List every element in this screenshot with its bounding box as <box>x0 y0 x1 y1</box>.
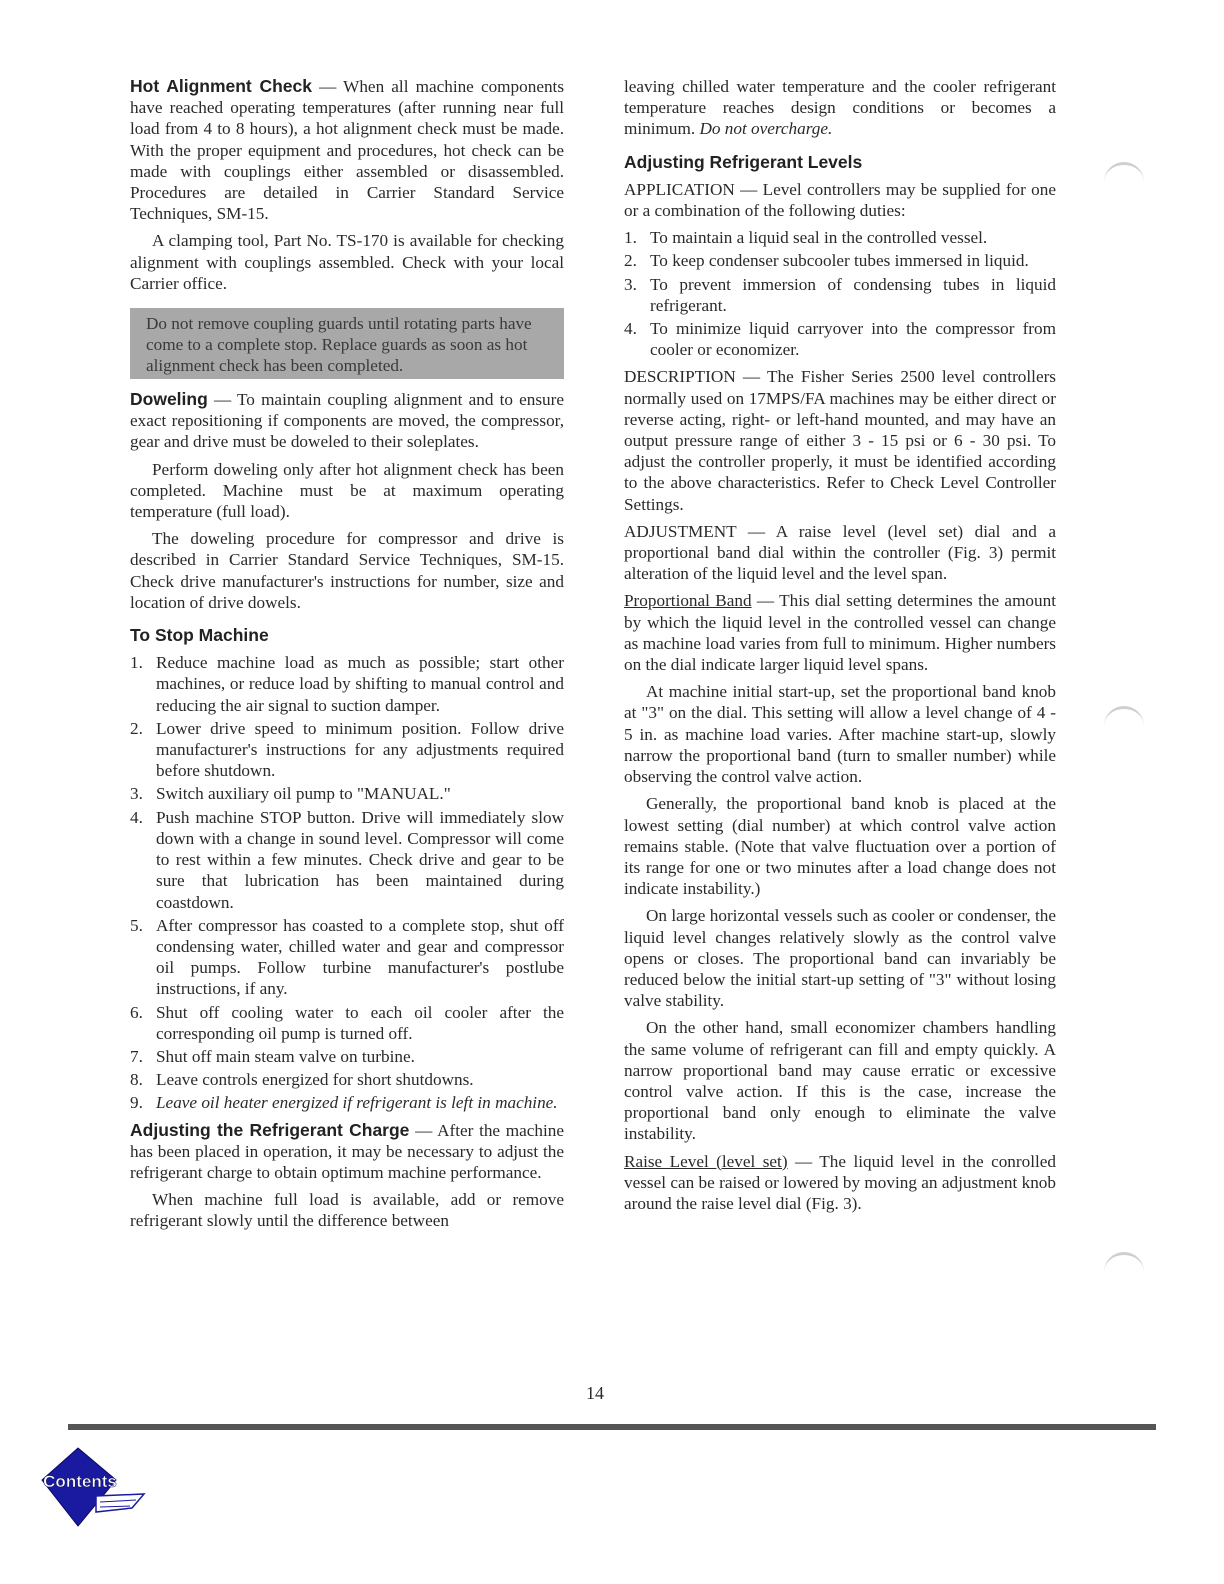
raise-level-paragraph: Raise Level (level set) — The liquid level in the conrolled vessel can be raised or lowered by moving an adjustment knob around the raise level dial (Fig. 3). <box>624 1151 1056 1213</box>
list-item: 2. To keep condenser subcooler tubes immersed in liquid. <box>624 251 1029 271</box>
left-column <box>130 76 564 1238</box>
list-item: 3. Switch auxiliary oil pump to "MANUAL." <box>130 784 451 804</box>
right-column <box>624 76 1056 1220</box>
list-item: 4. Push machine STOP button. Drive will immediately slow down with a change in sound level. Compressor will come to rest within a few minutes. Check drive and gear to be sure that lubrication has been maintained during coastdown. <box>130 807 564 912</box>
doweling-heading: Doweling <box>130 389 208 410</box>
list-item: 3. To prevent immersion of condensing tubes in liquid refrigerant. <box>624 274 1056 315</box>
application-list <box>624 227 1056 360</box>
adjustment-paragraph: ADJUSTMENT — A raise level (level set) dial and a proportional band dial within the controller (Fig. 3) permit alteration of the liquid level and the level span. <box>624 521 1056 584</box>
list-item: 4. To minimize liquid carryover into the compressor from cooler or economizer. <box>624 319 1056 360</box>
page-number: 14 <box>586 1383 604 1403</box>
contents-label: Contents <box>43 1472 117 1491</box>
pb-paragraph-2: At machine initial start-up, set the proportional band knob at "3" on the dial. This setting will allow a level change of 4 - 5 in. as machine load varies. After machine start-up, slowly narrow the proportional band (turn to smaller number) while observing the control valve action. <box>624 682 1056 787</box>
list-item: 1. Reduce machine load as much as possible; start other machines, or reduce load by shifting to manual control and reducing the air signal to suction damper. <box>130 653 564 715</box>
contents-link[interactable] <box>40 1446 150 1536</box>
list-item: 6. Shut off cooling water to each oil cooler after the corresponding oil pump is turned off. <box>130 1002 564 1043</box>
list-item: 2. Lower drive speed to minimum position. Follow drive manufacturer's instructions for any adjustments required before shutdown. <box>130 718 564 781</box>
charge-paragraph-2: When machine full load is available, add or remove refrigerant slowly until the difference between <box>130 1190 564 1231</box>
binder-tab-icon <box>1104 162 1144 195</box>
list-item: 7. Shut off main steam valve on turbine. <box>130 1046 415 1066</box>
charge-paragraph: Adjusting the Refrigerant Charge — After the machine has been placed in operation, it may be necessary to adjust the refrigerant charge to obtain optimum machine performance. <box>130 1119 564 1182</box>
levels-heading: Adjusting Refrigerant Levels <box>624 151 863 172</box>
binder-tab-icon <box>1104 1252 1144 1285</box>
warning-box: Do not remove coupling guards until rotating parts have come to a complete stop. Replace guards as soon as hot alignment check has been completed. <box>130 308 564 379</box>
proportional-band-paragraph: Proportional Band — This dial setting determines the amount by which the liquid level in the controlled vessel can change as machine load varies from full to minimum. Higher numbers on the dial indicate larger liquid level spans. <box>624 591 1056 675</box>
binder-tab-icon <box>1104 706 1144 739</box>
pb-paragraph-5: On the other hand, small economizer chambers handling the same volume of refrigerant can fill and empty quickly. A narrow proportional band may cause erratic or excessive control valve action. If this is the case, increase the proportional band only enough to eliminate the valve instability. <box>624 1018 1056 1144</box>
pb-paragraph-4: On large horizontal vessels such as cooler or condenser, the liquid level changes relatively slowly as the control valve opens or closes. The proportional band can invariably be reduced below the initial start-up setting of "3" without losing valve stability. <box>624 906 1056 1011</box>
contents-diamond-icon <box>40 1446 150 1536</box>
list-item: 1. To maintain a liquid seal in the controlled vessel. <box>624 228 988 248</box>
hot-alignment-heading: Hot Alignment Check <box>130 76 312 96</box>
hot-alignment-paragraph: Hot Alignment Check — When all machine components have reached operating temperatures (after running near full load from 4 to 8 hours), a hot alignment check must be made. With the proper equipment and procedures, hot check can be made with couplings either assembled or disassembled. Procedures are detailed in Carrier Standard Service Techniques, SM-15. <box>130 76 565 224</box>
list-item: 5. After compressor has coasted to a complete stop, shut off condensing water, chilled water and gear and compressor oil pumps. Follow turbine manufacturer's postlube instructions, if any. <box>130 915 564 999</box>
list-item: 8. Leave controls energized for short shutdowns. <box>130 1070 474 1090</box>
pb-paragraph-3: Generally, the proportional band knob is placed at the lowest setting (dial number) at which control valve action remains stable. (Note that valve fluctuation over a portion of its range for one or two minutes after a load change does not indicate instability.) <box>624 794 1056 899</box>
doweling-paragraph-2: Perform doweling only after hot alignment check has been completed. Machine must be at maximum operating temperature (full load). <box>130 459 564 522</box>
doweling-paragraph-3: The doweling procedure for compressor and drive is described in Carrier Standard Service Techniques, SM-15. Check drive manufacturer's instructions for number, size and location of drive dowels. <box>130 529 564 612</box>
stop-machine-heading: To Stop Machine <box>130 625 269 646</box>
application-paragraph: APPLICATION — Level controllers may be supplied for one or a combination of the following duties: <box>624 179 1056 221</box>
continued-paragraph: leaving chilled water temperature and the cooler refrigerant temperature reaches design conditions or becomes a minimum. Do not overcharge. <box>624 77 1056 139</box>
stop-machine-list <box>130 652 564 1113</box>
charge-heading: Adjusting the Refrigerant Charge <box>130 1119 410 1140</box>
description-paragraph: DESCRIPTION — The Fisher Series 2500 level controllers normally used on 17MPS/FA machines may be either direct or reverse acting, right- or left-hand mounted, and may have an output pressure range of either 3 - 15 psi or 6 - 30 psi. To adjust the controller properly, it must be identified according to the above characteristics. Refer to Check Level Controller Settings. <box>624 367 1056 514</box>
list-item: 9. Leave oil heater energized if refrigerant is left in machine. <box>130 1093 558 1113</box>
clamping-tool-paragraph: A clamping tool, Part No. TS-170 is available for checking alignment with couplings assembled. Check with your local Carrier office. <box>130 231 564 293</box>
footer-rule <box>68 1424 1156 1430</box>
doweling-paragraph: Doweling — To maintain coupling alignment and to ensure exact repositioning if components are moved, the compressor, gear and drive must be doweled to their soleplates. <box>130 389 564 452</box>
